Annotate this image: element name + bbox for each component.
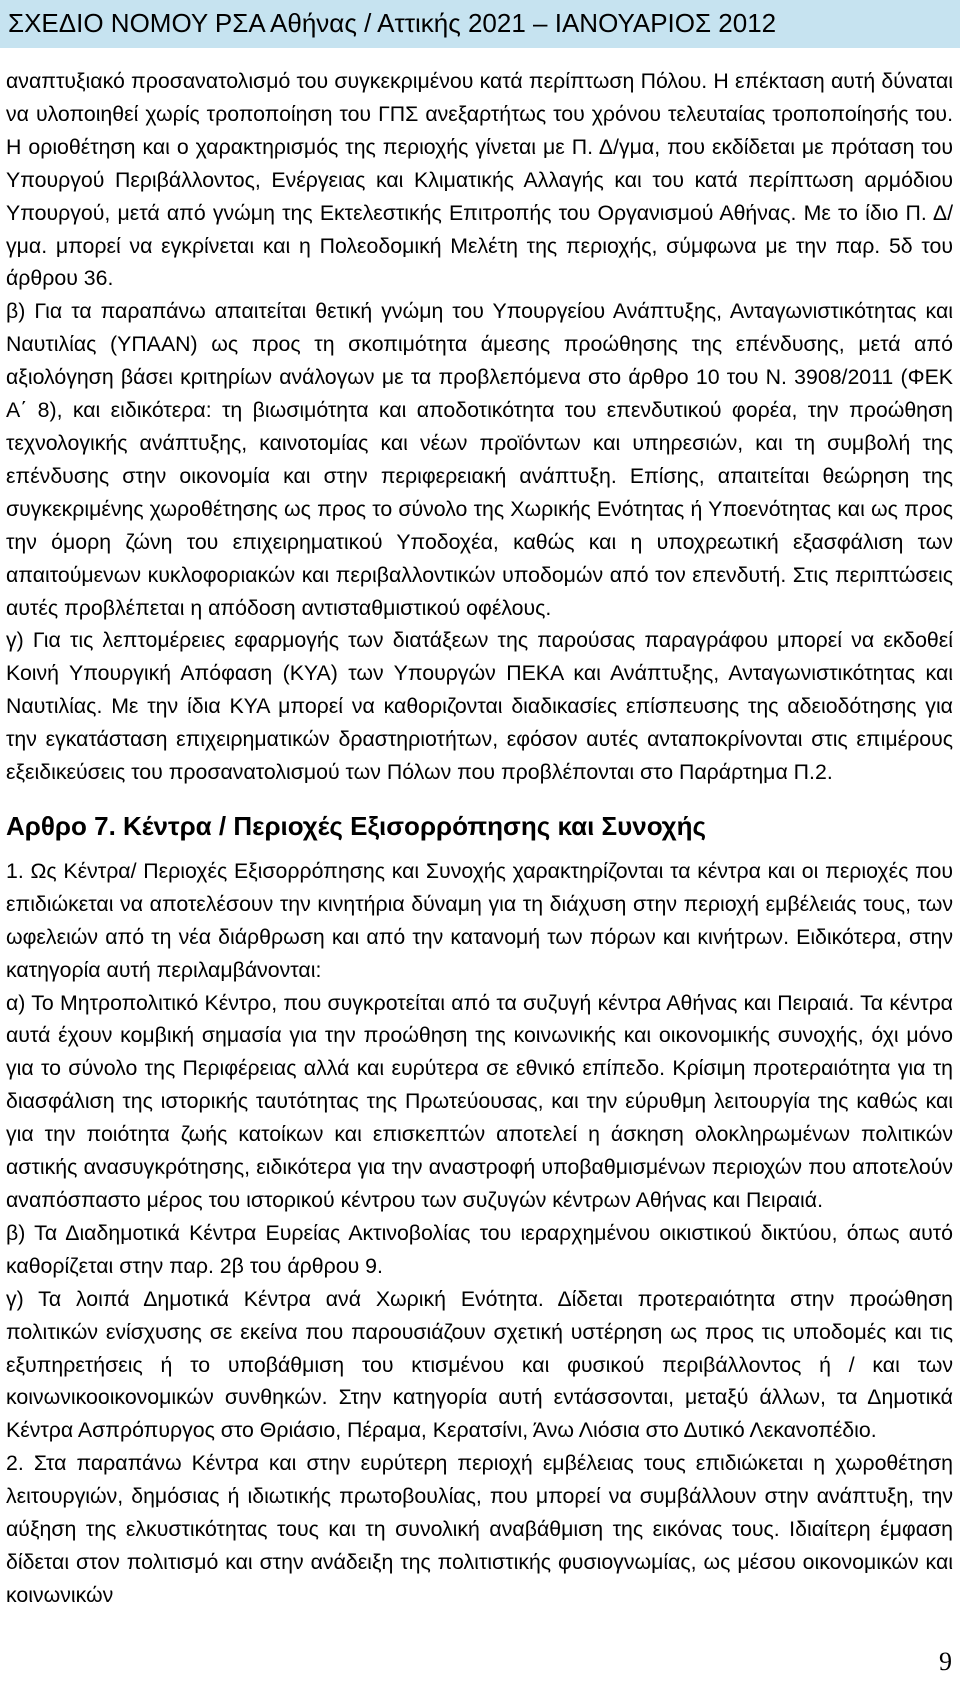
paragraph-article-7-2: 2. Στα παραπάνω Κέντρα και στην ευρύτερη περιοχή εμβέλειας τους επιδιώκεται η χωροθέτηση λειτουργιών, δημόσιας ή ιδιωτικής πρωτοβουλίας, που μπορεί να συμβάλλουν στην ανάπτυξη, την αύξηση της ελκυστικότητας τους και τη συνολική αναβάθμιση της εικόνας τους. Ιδιαίτερη έμφαση δίδεται στον πολιτισμό και στην ανάδειξη της πολιτιστικής φυσιογνωμίας, ως μέσου οικονομικών και κοινωνικών: [6, 1451, 953, 1607]
document-body: [6, 65, 953, 1612]
article-7-heading: Αρθρο 7. Κέντρα / Περιοχές Εξισορρόπησης και Συνοχής: [6, 810, 707, 841]
document-header-title: ΣΧΕΔΙΟ ΝΟΜΟΥ ΡΣΑ Αθήνας / Αττικής 2021 – ΙΑΝΟΥΑΡΙΟΣ 2012: [8, 8, 777, 38]
header-bar: [0, 0, 960, 48]
paragraph-article-7-1b: β) Τα Διαδημοτικά Κέντρα Ευρείας Ακτινοβολίας του ιεραρχημένου οικιστικού δικτύου, όπως αυτό καθορίζεται στην παρ. 2β του άρθρου 9.: [6, 1220, 953, 1278]
paragraph-article-7-1c: γ) Τα λοιπά Δημοτικά Κέντρα ανά Χωρική Ενότητα. Δίδεται προτεραιότητα στην προώθηση πολιτικών ενίσχυσης σε εκείνα που παρουσιάζουν σχετική υστέρηση ως προς τις υποδομές και τις εξυπηρετήσεις ή το υποβάθμιση του κτισμένου και φυσικού περιβάλλοντος ή / και των κοινωνικοοικονομικών συνθηκών. Στην κατηγορία αυτή εντάσσονται, μεταξύ άλλων, τα Δημοτικά Κέντρα Ασπρόπυργος στο Θριάσιο, Πέραμα, Κερατσίνι, Άνω Λιόσια στο Δυτικό Λεκανοπέδιο.: [6, 1286, 953, 1443]
paragraph-article-7-1: 1. Ως Κέντρα/ Περιοχές Εξισορρόπησης και Συνοχής χαρακτηρίζονται τα κέντρα και οι περιοχές που επιδιώκεται να αποτελέσουν την κινητήρια δύναμη για τη διάχυση στην περιοχή εμβέλειάς τους, των ωφελειών από τη νέα διάρθρωση και από την κατανομή των πόρων και κινήτρων. Ειδικότερα, στην κατηγορία αυτή περιλαμβάνονται:: [6, 858, 953, 982]
page-number: 9: [939, 1647, 952, 1676]
paragraph-article-7-1a: α) Το Μητροπολιτικό Κέντρο, που συγκροτείται από τα συζυγή κέντρα Αθήνας και Πειραιά. Τα κέντρα αυτά έχουν κομβική σημασία για την προώθηση της κοινωνικής και οικονομικής συνοχής, όχι μόνο για το σύνολο της Περιφέρειας αλλά και ευρύτερα σε εθνικό επίπεδο. Κρίσιμη προτεραιότητα για τη διασφάλιση της ιστορικής ταυτότητας της Πρωτεύουσας, και την εύρυθμη λειτουργία της καθώς και για την ποιότητα ζωής κατοίκων και επισκεπτών αποτελεί η άσκηση ολοκληρωμένων πολιτικών αστικής ανασυγκρότησης, ειδικότερα για την αναστροφή υποβαθμισμένων περιοχών που αποτελούν αναπόσπαστο μέρος του ιστορικού κέντρου των συζυγών κέντρων Αθήνας και Πειραιά.: [6, 990, 953, 1212]
paragraph-clause-c: γ) Για τις λεπτομέρειες εφαρμογής των διατάξεων της παρούσας παραγράφου μπορεί να εκδοθεί Κοινή Υπουργική Απόφαση (ΚΥΑ) των Υπουργών ΠΕΚΑ και Ανάπτυξης, Ανταγωνιστικότητας και Ναυτιλίας. Με την ίδια ΚΥΑ μπορεί να καθοριζονται διαδικασίες επίσπευσης της αδειοδότησης για την εγκατάσταση επιχειρηματικών δραστηριοτήτων, εφόσον αυτές ανταποκρίνονται στις επιμέρους εξειδικεύσεις του προσανατολισμού των Πόλων που προβλέπονται στο Παράρτημα Π.2.: [6, 628, 953, 785]
paragraph-pole-extension: αναπτυξιακό προσανατολισμό του συγκεκριμένου κατά περίπτωση Πόλου. Η επέκταση αυτή δύναται να υλοποιηθεί χωρίς τροποποίηση του ΓΠΣ ανεξαρτήτως του χρόνου τελευταίας τροποποίησής του. Η οριοθέτηση και ο χαρακτηρισμός της περιοχής γίνεται με Π. Δ/γμα, που εκδίδεται με πρόταση του Υπουργού Περιβάλλοντος, Ενέργειας και Κλιματικής Αλλαγής και του κατά περίπτωση αρμόδιου Υπουργού, μετά από γνώμη της Εκτελεστικής Επιτροπής του Οργανισμού Αθήνας. Με το ίδιο Π. Δ/γμα. μπορεί να εγκρίνεται και η Πολεοδομική Μελέτη της περιοχής, σύμφωνα με την παρ. 5δ του άρθρου 36.: [6, 69, 953, 291]
paragraph-clause-b: β) Για τα παραπάνω απαιτείται θετική γνώμη του Υπουργείου Ανάπτυξης, Ανταγωνιστικότητας και Ναυτιλίας (ΥΠΑΑΝ) ως προς τη σκοπιμότητα άμεσης προώθησης της επένδυσης, μετά από αξιολόγηση βάσει κριτηρίων ανάλογων με τα προβλεπόμενα στο άρθρο 10 του Ν. 3908/2011 (ΦΕΚ Α΄ 8), και ειδικότερα: τη βιωσιμότητα και αποδοτικότητα του επενδυτικού φορέα, την προώθηση τεχνολογικής ανάπτυξης, καινοτομίας και νέων προϊόντων και υπηρεσιών, και τη συμβολή της επένδυσης στην οικονομία και στην περιφερειακή ανάπτυξη. Επίσης, απαιτείται θεώρηση της συγκεκριμένης χωροθέτησης ως προς το σύνολο της Χωρικής Ενότητας ή Υποενότητας και ως προς την όμορη ζώνη του επιχειρηματικού Υποδοχέα, καθώς και η υποχρεωτική εξασφάλιση των απαιτούμενων κυκλοφοριακών και περιβαλλοντικών υποδομών από τον επενδυτή. Στις περιπτώσεις αυτές προβλέπεται η απόδοση αντισταθμιστικού οφέλους.: [6, 299, 953, 620]
